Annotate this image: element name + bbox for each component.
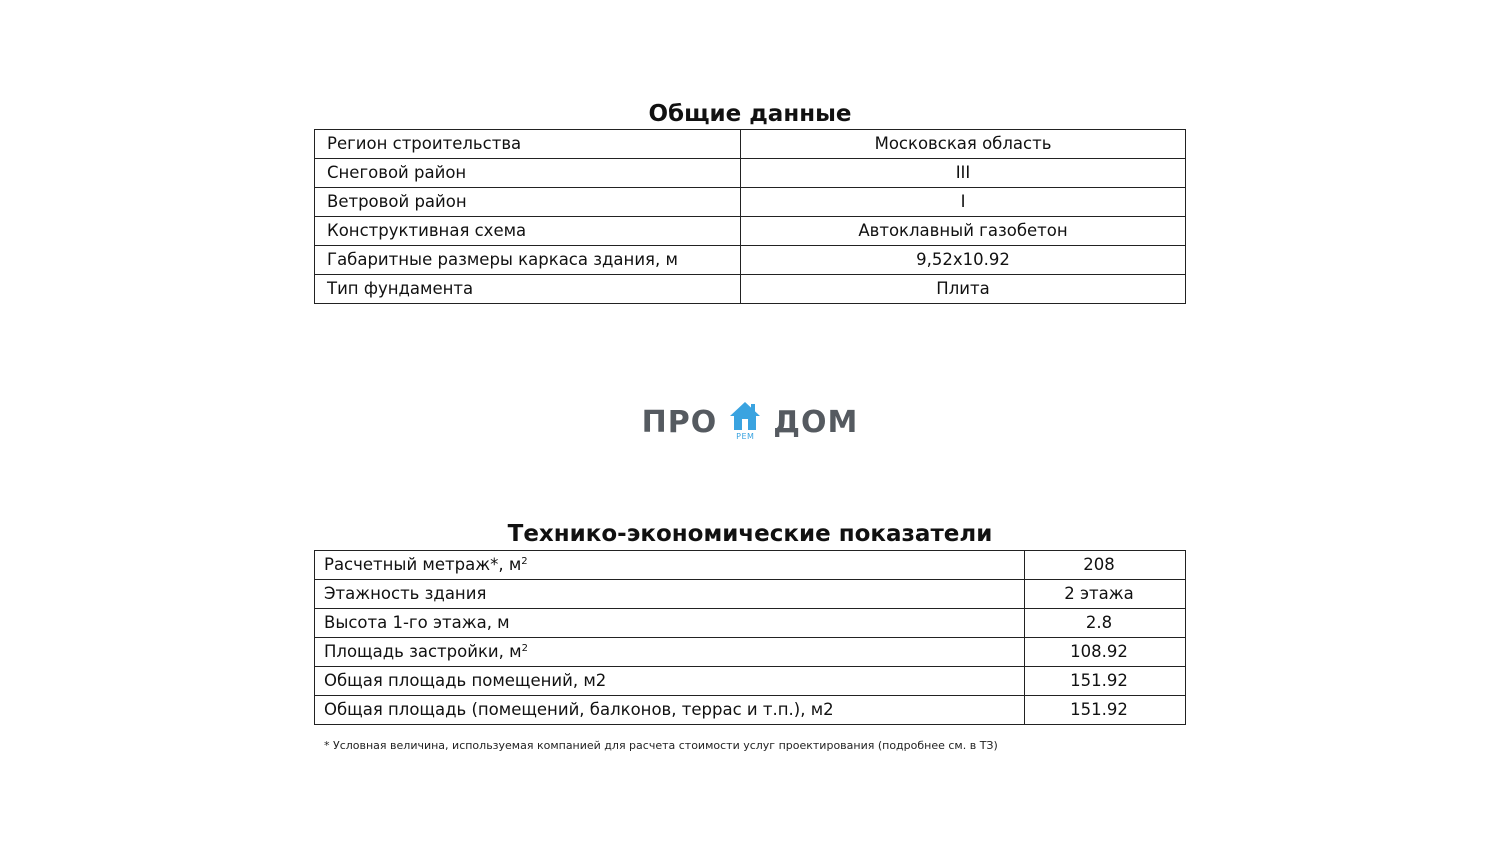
row-value: III: [741, 159, 1186, 188]
row-label: Габаритные размеры каркаса здания, м: [315, 246, 741, 275]
row-value: 2 этажа: [1025, 580, 1186, 609]
table-row: [315, 551, 1186, 580]
row-label: Общая площадь (помещений, балконов, террас и т.п.), м2: [315, 696, 1025, 725]
row-label: Тип фундамента: [315, 275, 741, 304]
table-row: [315, 188, 1186, 217]
row-label: Этажность здания: [315, 580, 1025, 609]
house-icon: [723, 399, 767, 445]
row-value: 9,52x10.92: [741, 246, 1186, 275]
table-row: [315, 246, 1186, 275]
general-data-title: Общие данные: [648, 101, 852, 127]
logo-sub-text: РЕМ: [736, 432, 755, 441]
row-label: Площадь застройки, м: [324, 642, 522, 661]
row-label: Общая площадь помещений, м2: [315, 667, 1025, 696]
table-row: [315, 217, 1186, 246]
row-label: Высота 1-го этажа, м: [315, 609, 1025, 638]
superscript: 2: [521, 556, 528, 567]
row-value: Плита: [741, 275, 1186, 304]
table-row: [315, 275, 1186, 304]
general-data-table: [314, 129, 1186, 304]
row-value: Автоклавный газобетон: [741, 217, 1186, 246]
house-icon-graphic: [729, 401, 761, 431]
row-value: 108.92: [1025, 638, 1186, 667]
row-label-cell: [315, 551, 1025, 580]
tep-table: [314, 550, 1186, 725]
table-row: [315, 580, 1186, 609]
logo-left-word: ПРО: [641, 404, 718, 440]
row-value: Московская область: [741, 130, 1186, 159]
table-row: [315, 696, 1186, 725]
row-value: 2.8: [1025, 609, 1186, 638]
table-row: [315, 638, 1186, 667]
table-row: [315, 130, 1186, 159]
row-value: 208: [1025, 551, 1186, 580]
table-row: [315, 667, 1186, 696]
row-label: Снеговой район: [315, 159, 741, 188]
row-label-cell: [315, 638, 1025, 667]
row-value: 151.92: [1025, 667, 1186, 696]
row-value: 151.92: [1025, 696, 1186, 725]
row-value: I: [741, 188, 1186, 217]
logo-right-word: ДОМ: [773, 404, 859, 440]
row-label: Расчетный метраж*, м: [324, 555, 522, 574]
row-label: Ветровой район: [315, 188, 741, 217]
tep-title: Технико-экономические показатели: [507, 521, 993, 547]
company-logo: [0, 399, 1500, 445]
row-label: Регион строительства: [315, 130, 741, 159]
table-row: [315, 159, 1186, 188]
footnote: * Условная величина, используемая компанией для расчета стоимости услуг проектирования (подробнее см. в ТЗ): [324, 739, 998, 752]
row-label: Конструктивная схема: [315, 217, 741, 246]
table-row: [315, 609, 1186, 638]
superscript: 2: [521, 643, 528, 654]
